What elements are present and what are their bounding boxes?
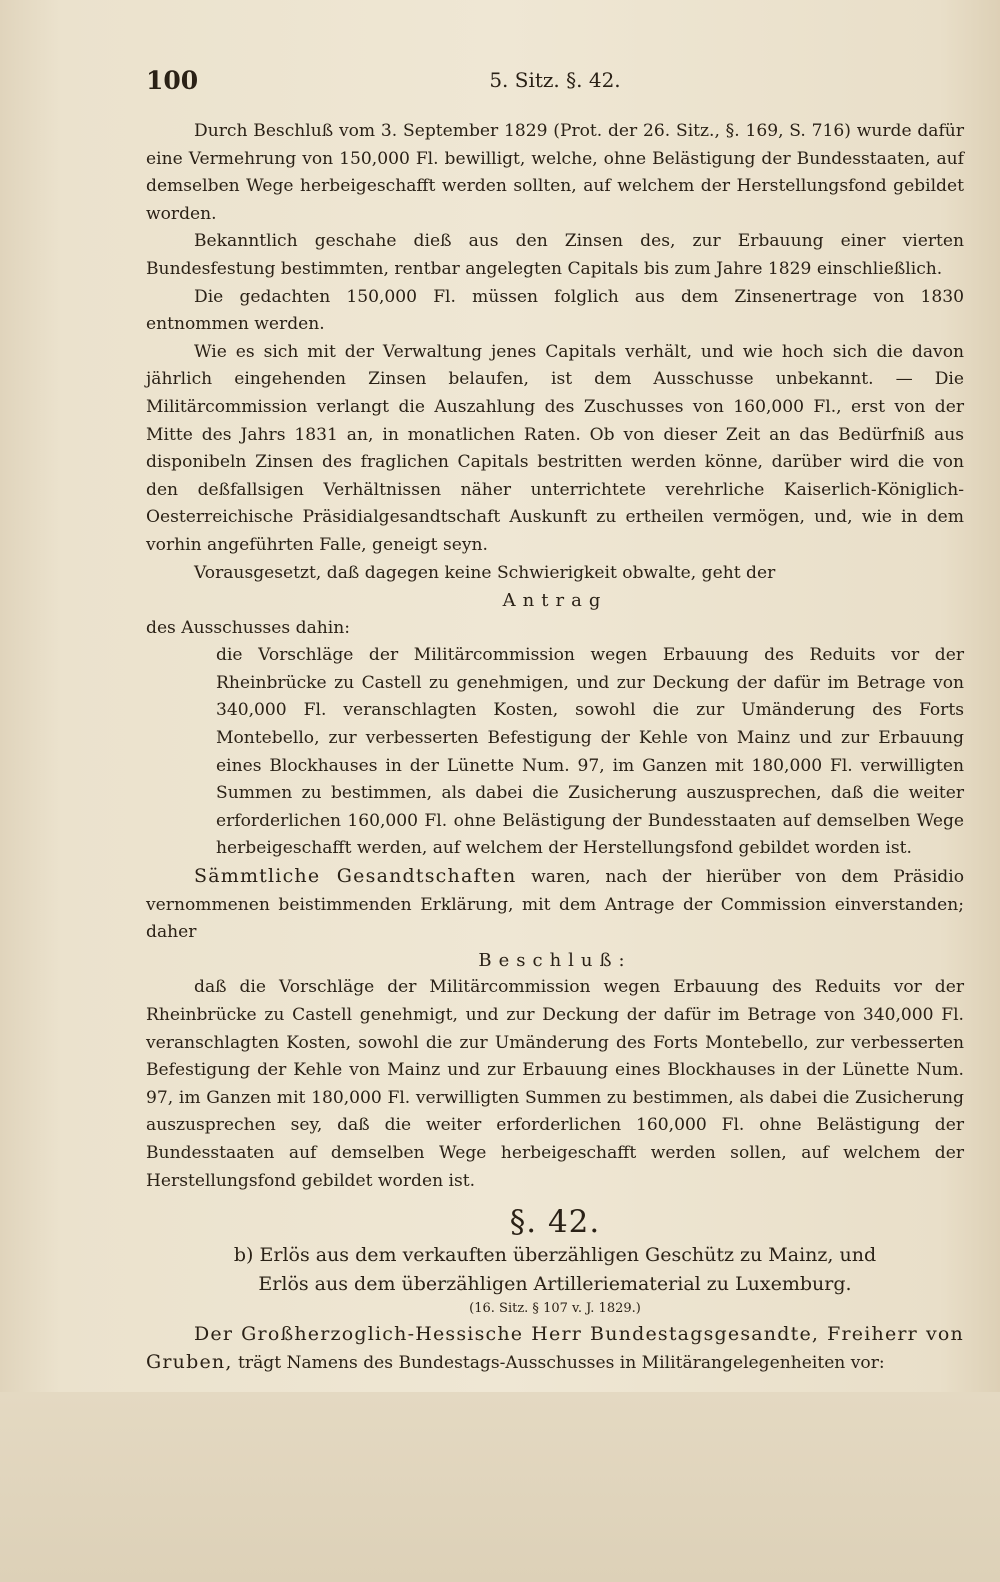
page-number: 100	[146, 66, 199, 95]
antrag-heading: Antrag	[502, 590, 608, 612]
beschluss-heading: Beschluß:	[478, 949, 632, 971]
paragraph-9-lead: Der Großherzoglich-Hessische Herr Bundestagsgesandte, Freiherr von Gruben,	[146, 1322, 964, 1374]
paragraph-3: Die gedachten 150,000 Fl. müssen folglich aus dem Zinsenertrage von 1830 entnommen werden.	[146, 286, 964, 335]
page-bottom-margin	[0, 1392, 1000, 1582]
paragraph-7	[146, 863, 964, 947]
running-head: 5. Sitz. §. 42.	[489, 68, 621, 92]
proposal-quote: die Vorschläge der Militärcommission wegen Erbauung des Reduits vor der Rheinbrücke zu Castell zu genehmigen, und zur Deckung der dafür im Betrage von 340,000 Fl. veranschlagten Kosten, sowohl die zur Umänderung des Forts Montebello, zur verbesserten Befestigung der Kehle von Mainz und zur Erbauung eines Blockhauses in der Lünette Num. 97, im Ganzen mit 180,000 Fl. verwilligten Summen zu bestimmen, als dabei die Zusicherung auszusprechen, daß die weiter erforderlichen 160,000 Fl. ohne Belästigung der Bundesstaaten auf demselben Wege herbeigeschafft werden, auf welchem der Herstellungsfond gebildet worden ist.	[216, 645, 964, 859]
document-body	[146, 118, 964, 1378]
paragraph-2: Bekanntlich geschahe dieß aus den Zinsen des, zur Erbauung einer vierten Bundesfestung bestimmten, rentbar angelegten Capitals bis zum Jahre 1829 einschließlich.	[146, 231, 964, 279]
paragraph-4: Wie es sich mit der Verwaltung jenes Capitals verhält, und wie hoch sich die davon jährlich eingehenden Zinsen belaufen, ist dem Ausschusse unbekannt. — Die Militärcommission verlangt die Auszahlung des Zuschusses von 160,000 Fl., erst von der Mitte des Jahrs 1831 an, in monatlichen Raten. Ob von dieser Zeit an das Bedürfniß aus disponibeln Zinsen des fraglichen Capitals bestritten werden könne, darüber wird die von den deßfallsigen Verhältnissen näher unterrichtete verehrliche Kaiserlich-Königlich-Oesterreichische Präsidialgesandtschaft Auskunft zu ertheilen vermögen, und, wie in dem vorhin angeführten Falle, geneigt seyn.	[146, 341, 964, 555]
page-header	[146, 66, 964, 100]
paragraph-9-text: trägt Namens des Bundestags-Ausschusses in Militärangelegenheiten vor:	[232, 1353, 885, 1374]
paragraph-9	[146, 1321, 964, 1378]
paragraph-1: Durch Beschluß vom 3. September 1829 (Prot. der 26. Sitz., §. 169, S. 716) wurde dafür eine Vermehrung von 150,000 Fl. bewilligt, welche, ohne Belästigung der Bundesstaaten, auf demselben Wege herbeigeschafft werden sollten, auf welchem der Herstellungsfond gebildet worden.	[146, 121, 964, 224]
paragraph-7-text: waren, nach der hierüber von dem Präsidio vernommenen beistimmenden Erklärung, mit dem Antrage der Commission einverstanden; daher	[146, 867, 964, 943]
subheading-line-1: b) Erlös aus dem verkauften überzähligen Geschütz zu Mainz, und	[233, 1243, 877, 1266]
paragraph-8: daß die Vorschläge der Militärcommission wegen Erbauung des Reduits vor der Rheinbrücke zu Castell genehmigt, und zur Deckung der dafür im Betrage von 340,000 Fl. veranschlagten Kosten, sowohl die zur Umänderung des Forts Montebello, zur verbesserten Befestigung der Kehle von Mainz und zur Erbauung eines Blockhauses in der Lünette Num. 97, im Ganzen mit 180,000 Fl. verwilligten Summen zu bestimmen, als dabei die Zusicherung auszusprechen sey, daß die weiter erforderlichen 160,000 Fl. ohne Belästigung der Bundesstaaten auf demselben Wege herbeigeschafft werden sollen, auf welchem der Herstellungsfond gebildet worden ist.	[146, 977, 964, 1191]
section-number: §. 42.	[509, 1204, 601, 1241]
paragraph-6: des Ausschusses dahin:	[146, 617, 350, 638]
protocol-reference: (16. Sitz. § 107 v. J. 1829.)	[469, 1300, 641, 1316]
paragraph-5: Vorausgesetzt, daß dagegen keine Schwierigkeit obwalte, geht der	[194, 562, 776, 583]
subheading-line-2: Erlös aus dem überzähligen Artilleriematerial zu Luxemburg.	[258, 1272, 852, 1295]
paragraph-7-lead: Sämmtliche Gesandtschaften	[194, 865, 517, 888]
